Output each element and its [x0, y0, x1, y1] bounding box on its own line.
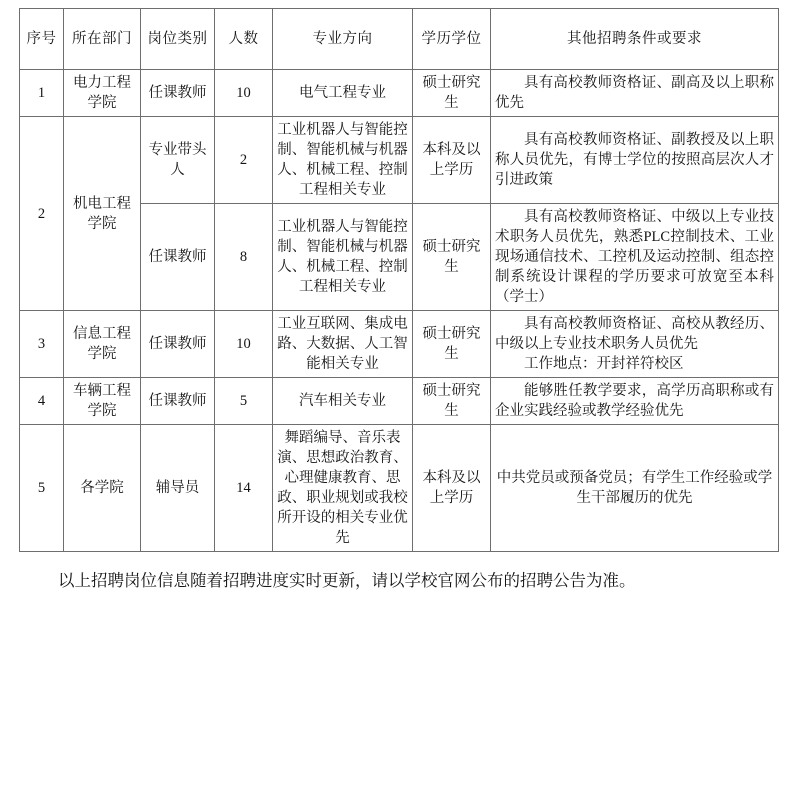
- cell-requirements: 具有高校教师资格证、副教授及以上职称人员优先，有博士学位的按照高层次人才引进政策: [491, 117, 779, 204]
- header-department: 所在部门: [64, 9, 141, 70]
- header-position-type: 岗位类别: [141, 9, 215, 70]
- cell-department: 信息工程学院: [64, 311, 141, 378]
- cell-index: 1: [20, 70, 64, 117]
- cell-position-type: 专业带头人: [141, 117, 215, 204]
- cell-position-type: 任课教师: [141, 70, 215, 117]
- cell-count: 14: [215, 425, 273, 552]
- cell-requirements: 能够胜任教学要求，高学历高职称或有企业实践经验或教学经验优先: [491, 378, 779, 425]
- cell-major: 工业互联网、集成电路、大数据、人工智能相关专业: [273, 311, 413, 378]
- cell-department: 车辆工程学院: [64, 378, 141, 425]
- cell-major: 工业机器人与智能控制、智能机械与机器人、机械工程、控制工程相关专业: [273, 204, 413, 311]
- requirements-location: 工作地点：开封祥符校区: [524, 356, 684, 372]
- cell-education: 硕士研究生: [413, 311, 491, 378]
- recruitment-table: [19, 8, 779, 552]
- cell-requirements: 中共党员或预备党员；有学生工作经验或学生干部履历的优先: [491, 425, 779, 552]
- header-education: 学历学位: [413, 9, 491, 70]
- cell-requirements: 具有高校教师资格证、中级以上专业技术职务人员优先，熟悉PLC控制技术、工业现场通信技术、工控机及运动控制、组态控制系统设计课程的学历要求可放宽至本科（学士）: [491, 204, 779, 311]
- cell-major: 舞蹈编导、音乐表演、思想政治教育、心理健康教育、思政、职业规划或我校所开设的相关专业优先: [273, 425, 413, 552]
- cell-department: 电力工程学院: [64, 70, 141, 117]
- cell-count: 10: [215, 70, 273, 117]
- header-requirements: 其他招聘条件或要求: [491, 9, 779, 70]
- cell-department: 各学院: [64, 425, 141, 552]
- cell-position-type: 辅导员: [141, 425, 215, 552]
- cell-index: 4: [20, 378, 64, 425]
- table-row: [20, 70, 779, 117]
- header-major: 专业方向: [273, 9, 413, 70]
- table-row: [20, 378, 779, 425]
- header-count: 人数: [215, 9, 273, 70]
- cell-requirements: 具有高校教师资格证、副高及以上职称优先: [491, 70, 779, 117]
- cell-count: 10: [215, 311, 273, 378]
- table-header: [20, 9, 779, 70]
- cell-major: 汽车相关专业: [273, 378, 413, 425]
- cell-position-type: 任课教师: [141, 204, 215, 311]
- cell-education: 硕士研究生: [413, 204, 491, 311]
- cell-index: 5: [20, 425, 64, 552]
- requirements-text: 具有高校教师资格证、高校从教经历、中级以上专业技术职务人员优先: [495, 316, 774, 352]
- cell-education: 本科及以上学历: [413, 425, 491, 552]
- cell-count: 2: [215, 117, 273, 204]
- header-row: [20, 9, 779, 70]
- footer-note: 以上招聘岗位信息随着招聘进度实时更新，请以学校官网公布的招聘公告为准。: [58, 571, 636, 590]
- cell-department: 机电工程学院: [64, 117, 141, 311]
- cell-index: 2: [20, 117, 64, 311]
- table-body: [20, 70, 779, 552]
- table-row: [20, 311, 779, 378]
- cell-major: 工业机器人与智能控制、智能机械与机器人、机械工程、控制工程相关专业: [273, 117, 413, 204]
- cell-education: 本科及以上学历: [413, 117, 491, 204]
- header-index: 序号: [20, 9, 64, 70]
- cell-major: 电气工程专业: [273, 70, 413, 117]
- cell-requirements: [491, 311, 779, 378]
- cell-count: 5: [215, 378, 273, 425]
- cell-position-type: 任课教师: [141, 311, 215, 378]
- cell-education: 硕士研究生: [413, 378, 491, 425]
- table-row: [20, 117, 779, 204]
- table-row: [20, 425, 779, 552]
- cell-position-type: 任课教师: [141, 378, 215, 425]
- cell-education: 硕士研究生: [413, 70, 491, 117]
- cell-index: 3: [20, 311, 64, 378]
- cell-count: 8: [215, 204, 273, 311]
